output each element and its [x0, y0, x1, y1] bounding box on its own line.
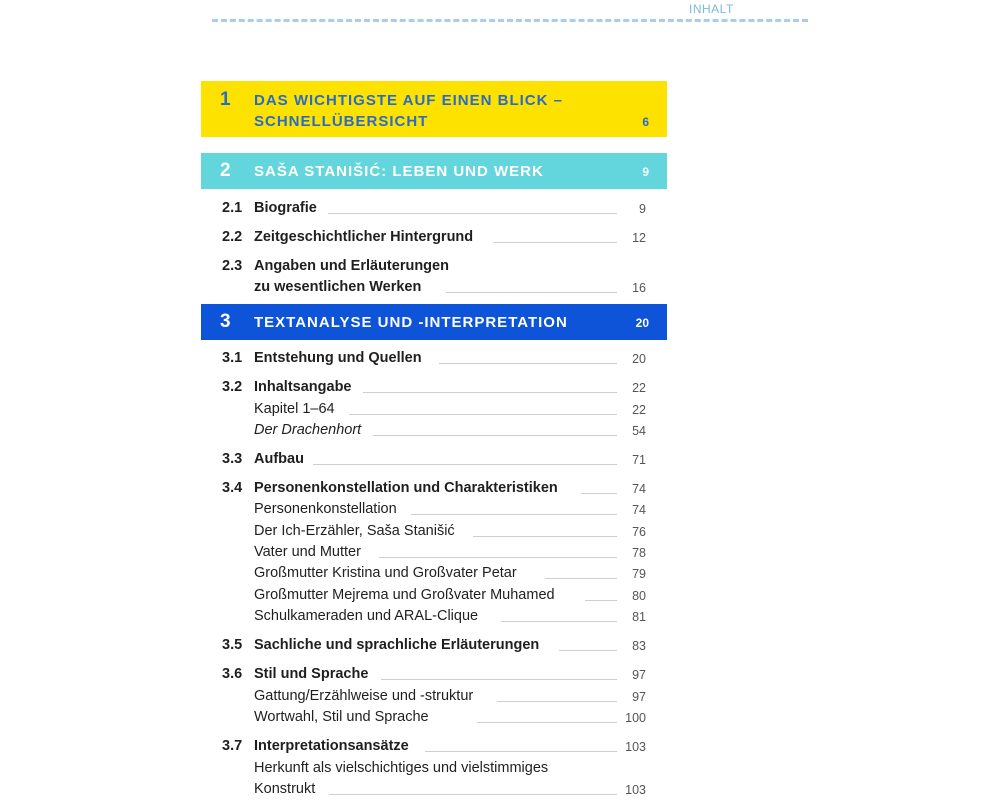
subentry-page: 54 — [632, 424, 646, 438]
entry-title: Angaben und Erläuterungen — [254, 258, 449, 274]
subentry-title: Der Drachenhort — [254, 422, 362, 438]
entry-page: 74 — [632, 482, 646, 496]
toc-subentry[interactable] — [201, 709, 667, 729]
dot-leader — [381, 679, 617, 680]
header-dashed-divider — [212, 19, 808, 22]
entry-page: 97 — [632, 668, 646, 682]
dot-leader — [581, 493, 617, 494]
entry-number: 3.1 — [222, 350, 243, 366]
chapter-number: 3 — [220, 311, 231, 332]
dot-leader — [585, 600, 617, 601]
toc-subentry[interactable] — [201, 401, 667, 421]
dot-leader — [379, 557, 617, 558]
toc-subentry[interactable] — [201, 544, 667, 564]
chapter-page-number: 9 — [642, 165, 649, 179]
entry-page: 103 — [625, 740, 646, 754]
dot-leader — [329, 794, 617, 795]
entry-title: Sachliche und sprachliche Erläuterungen — [254, 637, 540, 653]
dot-leader — [477, 722, 617, 723]
dot-leader — [328, 213, 617, 214]
dot-leader — [373, 435, 617, 436]
toc-subentry[interactable] — [201, 587, 667, 607]
subentry-title: Großmutter Kristina und Großvater Petar — [254, 565, 517, 581]
toc-subentry-continued[interactable] — [201, 781, 667, 800]
entry-title: Biografie — [254, 200, 317, 216]
subentry-page: 74 — [632, 503, 646, 517]
chapter-title: TEXTANALYSE UND -INTERPRETATION — [254, 314, 568, 331]
subentry-title: Herkunft als vielschichtiges und vielstimmiges — [254, 760, 549, 776]
entry-page: 71 — [632, 453, 646, 467]
entry-number: 3.6 — [222, 666, 243, 682]
subentry-page: 81 — [632, 610, 646, 624]
toc-entry-3-3[interactable] — [201, 451, 667, 471]
dot-leader — [446, 292, 617, 293]
chapter-page-number: 6 — [642, 115, 649, 129]
entry-number: 3.3 — [222, 451, 243, 467]
subentry-title: Schulkameraden und ARAL-Clique — [254, 608, 479, 624]
entry-title: Stil und Sprache — [254, 666, 369, 682]
dot-leader — [501, 621, 617, 622]
dot-leader — [559, 650, 617, 651]
toc-entry-3-7[interactable] — [201, 738, 667, 758]
dot-leader — [497, 701, 617, 702]
subentry-title: Großmutter Mejrema und Großvater Muhamed — [254, 587, 555, 603]
entry-page: 83 — [632, 639, 646, 653]
chapter-title-line-1: DAS WICHTIGSTE AUF EINEN BLICK – — [254, 92, 563, 109]
entry-page: 9 — [639, 202, 646, 216]
entry-title: Zeitgeschichtlicher Hintergrund — [254, 229, 474, 245]
chapter-2-banner[interactable] — [201, 153, 667, 189]
section-header-label: INHALT — [689, 2, 734, 16]
subentry-page: 79 — [632, 567, 646, 581]
subentry-title: Der Ich-Erzähler, Saša Stanišić — [254, 523, 455, 539]
chapter-title — [254, 90, 563, 132]
entry-title: Personenkonstellation und Charakteristiken — [254, 480, 558, 496]
subentry-page: 78 — [632, 546, 646, 560]
subentry-title: Kapitel 1–64 — [254, 401, 335, 417]
toc-entry-3-2[interactable] — [201, 379, 667, 399]
entry-title: Interpretationsansätze — [254, 738, 409, 754]
chapter-number: 1 — [220, 89, 231, 110]
toc-subentry[interactable] — [201, 523, 667, 543]
toc-subentry[interactable] — [201, 688, 667, 708]
entry-number: 2.1 — [222, 200, 243, 216]
entry-number: 2.2 — [222, 229, 243, 245]
subentry-page: 76 — [632, 525, 646, 539]
chapter-title: SAŠA STANIŠIĆ: LEBEN UND WERK — [254, 163, 544, 180]
subentry-page: 100 — [625, 711, 646, 725]
toc-subentry[interactable] — [201, 422, 667, 442]
toc-entry-3-6[interactable] — [201, 666, 667, 686]
entry-title: Inhaltsangabe — [254, 379, 352, 395]
entry-page: 16 — [632, 281, 646, 295]
chapter-number: 2 — [220, 160, 231, 181]
toc-entry-2-3-continued[interactable] — [201, 279, 667, 299]
chapter-page-number: 20 — [635, 316, 649, 330]
toc-subentry[interactable] — [201, 501, 667, 521]
entry-number: 3.2 — [222, 379, 243, 395]
toc-entry-3-1[interactable] — [201, 350, 667, 370]
entry-page: 22 — [632, 381, 646, 395]
toc-entry-3-5[interactable] — [201, 637, 667, 657]
toc-entry-3-4[interactable] — [201, 480, 667, 500]
subentry-page: 80 — [632, 589, 646, 603]
entry-number: 3.4 — [222, 480, 243, 496]
subentry-page: 22 — [632, 403, 646, 417]
entry-number: 3.7 — [222, 738, 243, 754]
dot-leader — [411, 514, 617, 515]
chapter-title-line-2: SCHNELLÜBERSICHT — [254, 113, 429, 130]
toc-entry-2-3[interactable] — [201, 258, 667, 278]
dot-leader — [363, 392, 617, 393]
dot-leader — [349, 414, 617, 415]
subentry-page: 97 — [632, 690, 646, 704]
subentry-title-continued: Konstrukt — [254, 781, 316, 797]
toc-entry-2-1[interactable] — [201, 200, 667, 220]
subentry-title: Personenkonstellation — [254, 501, 397, 517]
subentry-title: Gattung/Erzählweise und -struktur — [254, 688, 474, 704]
dot-leader — [313, 464, 617, 465]
dot-leader — [425, 751, 617, 752]
toc-entry-2-2[interactable] — [201, 229, 667, 249]
chapter-1-banner[interactable] — [201, 81, 667, 137]
dot-leader — [494, 242, 617, 243]
subentry-title: Vater und Mutter — [254, 544, 361, 560]
toc-subentry[interactable] — [201, 608, 667, 628]
entry-number: 2.3 — [222, 258, 243, 274]
entry-title: Aufbau — [254, 451, 304, 467]
entry-title-continued: zu wesentlichen Werken — [254, 279, 422, 295]
entry-page: 20 — [632, 352, 646, 366]
dot-leader — [439, 363, 617, 364]
entry-title: Entstehung und Quellen — [254, 350, 422, 366]
entry-number: 3.5 — [222, 637, 243, 653]
toc-subentry[interactable] — [201, 565, 667, 585]
chapter-3-banner[interactable] — [201, 304, 667, 340]
subentry-title: Wortwahl, Stil und Sprache — [254, 709, 429, 725]
dot-leader — [473, 536, 617, 537]
entry-page: 12 — [632, 231, 646, 245]
dot-leader — [545, 578, 617, 579]
subentry-page: 103 — [625, 783, 646, 797]
toc-subentry[interactable] — [201, 760, 667, 780]
